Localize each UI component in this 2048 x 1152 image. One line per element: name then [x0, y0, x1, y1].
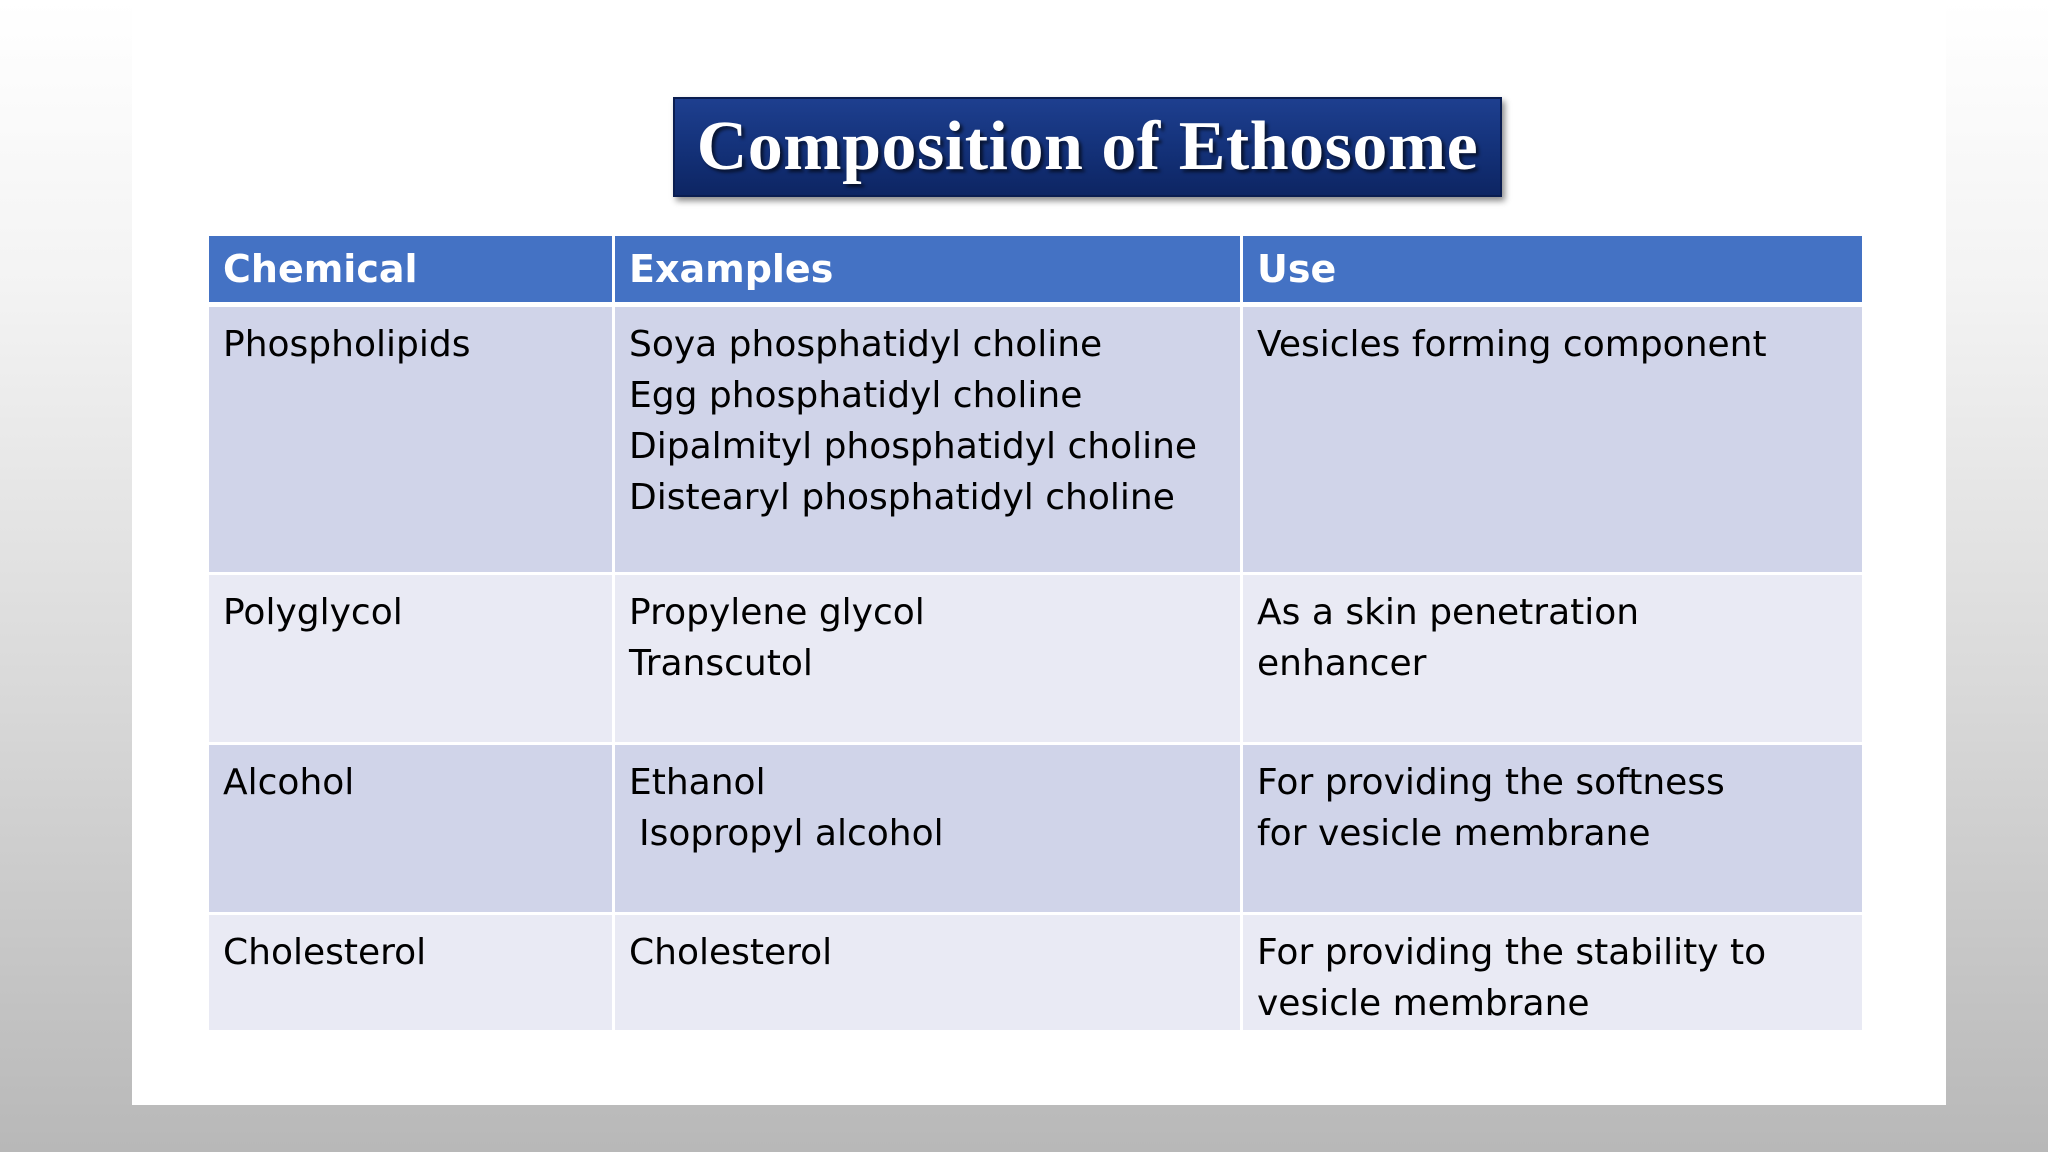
cell-examples — [614, 574, 1242, 744]
composition-table — [206, 236, 1865, 1033]
example-item: Ethanol — [629, 762, 766, 803]
example-item: Cholesterol — [629, 932, 833, 973]
slide-title: Composition of Ethosome — [696, 108, 1479, 185]
use-text: For providing the stability to — [1257, 932, 1767, 973]
cell-chemical — [208, 574, 614, 744]
cell-chemical — [208, 744, 614, 914]
header-use: Use — [1242, 236, 1864, 305]
table-row — [208, 305, 1864, 574]
header-chemical: Chemical — [208, 236, 614, 305]
cell-use — [1242, 914, 1864, 1032]
use-text: enhancer — [1257, 643, 1427, 684]
example-item: Isopropyl alcohol — [639, 813, 944, 854]
use-text: for vesicle membrane — [1257, 813, 1651, 854]
cell-use — [1242, 305, 1864, 574]
example-item: Soya phosphatidyl choline — [629, 324, 1103, 365]
use-text: vesicle membrane — [1257, 983, 1590, 1024]
cell-use — [1242, 744, 1864, 914]
example-item: Propylene glycol — [629, 592, 925, 633]
cell-use — [1242, 574, 1864, 744]
use-text: As a skin penetration — [1257, 592, 1640, 633]
use-text: Vesicles forming component — [1257, 324, 1767, 365]
cell-examples — [614, 744, 1242, 914]
title-banner — [673, 97, 1502, 197]
example-item: Distearyl phosphatidyl choline — [629, 477, 1175, 518]
chemical-name: Polyglycol — [223, 592, 403, 633]
header-examples: Examples — [614, 236, 1242, 305]
cell-chemical — [208, 305, 614, 574]
table-row — [208, 574, 1864, 744]
example-item: Egg phosphatidyl choline — [629, 375, 1083, 416]
example-item: Dipalmityl phosphatidyl choline — [629, 426, 1198, 467]
chemical-name: Cholesterol — [223, 932, 427, 973]
example-item: Transcutol — [629, 643, 813, 684]
chemical-name: Phospholipids — [223, 324, 471, 365]
table-row — [208, 744, 1864, 914]
table-header-row — [208, 236, 1864, 305]
cell-examples — [614, 305, 1242, 574]
cell-chemical — [208, 914, 614, 1032]
chemical-name: Alcohol — [223, 762, 355, 803]
use-text: For providing the softness — [1257, 762, 1725, 803]
slide — [132, 0, 1946, 1105]
cell-examples — [614, 914, 1242, 1032]
table-row — [208, 914, 1864, 1032]
